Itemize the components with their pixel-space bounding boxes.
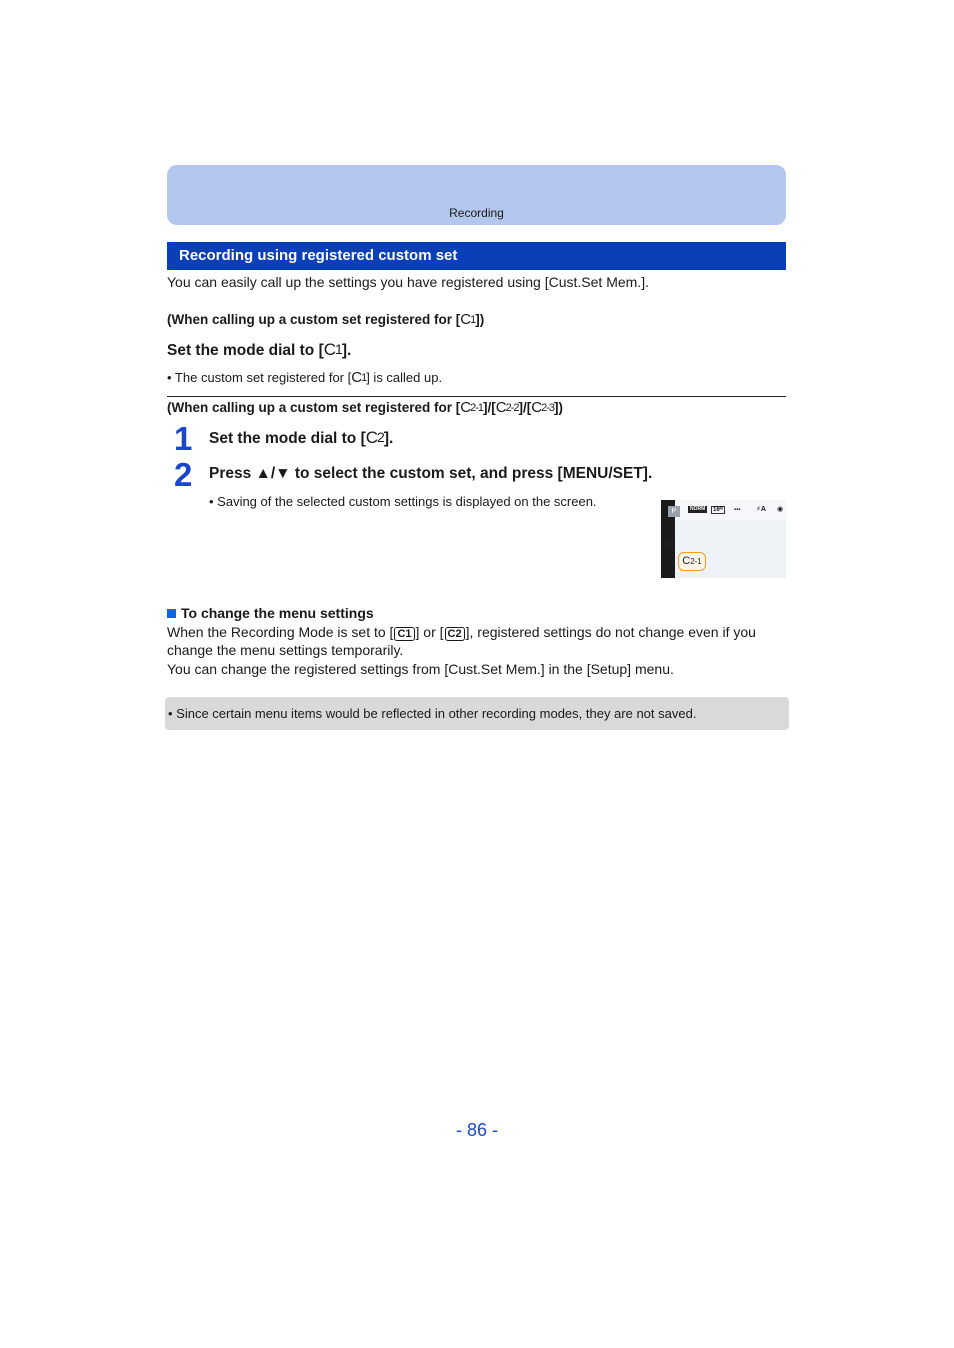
size-icon: 16ᴹ <box>713 507 723 513</box>
intro-text: You can easily call up the settings you have registered using [Cust.Set Mem.]. <box>167 274 649 290</box>
c2-1-indicator: C2-1 <box>678 552 706 571</box>
change-menu-line-2: change the menu settings temporarily. <box>167 642 404 658</box>
camera-screen-illustration <box>661 500 786 578</box>
c2-mode-icon: C2 <box>365 428 384 447</box>
c2-mode-icon: C2 <box>445 627 465 641</box>
step-2-note: • Saving of the selected custom settings is displayed on the screen. <box>209 494 597 509</box>
c1-note: • The custom set registered for [C1] is called up. <box>167 369 443 386</box>
c1-mode-icon: C1 <box>460 311 476 328</box>
page-number: - 86 - <box>455 1120 498 1140</box>
c2-3-mode-icon: C2-3 <box>531 399 555 416</box>
c1-instruction: Set the mode dial to [C1]. <box>167 340 352 359</box>
c1-mode-icon: C1 <box>323 340 342 359</box>
metering-icon: ▪▪▪ <box>734 507 741 513</box>
step-number-1: 1 <box>174 420 193 457</box>
note-box: • Since certain menu items would be reflected in other recording modes, they are not saved. <box>165 697 789 730</box>
c2-subheading: (When calling up a custom set registered for [C2-1]/[C2-2]/[C2-3]) <box>167 399 564 416</box>
change-menu-line-1: When the Recording Mode is set to [ C1 ] or [ C2 ], registered settings do not change even if you <box>167 624 756 640</box>
stabilizer-icon: ◉ <box>777 506 784 513</box>
section-divider <box>167 396 786 397</box>
step-1-text: Set the mode dial to [C2]. <box>209 428 394 447</box>
p-mode-icon: P <box>668 506 680 517</box>
chapter-label: Recording <box>449 206 504 220</box>
change-menu-line-3: You can change the registered settings from [Cust.Set Mem.] in the [Setup] menu. <box>167 661 674 677</box>
frame-icon: ⊠ <box>666 539 675 550</box>
step-2-text: Press ▲/▼ to select the custom set, and press [MENU/SET]. <box>209 465 653 482</box>
step-number-2: 2 <box>174 456 193 493</box>
c2-1-mode-icon: C2-1 <box>460 399 484 416</box>
change-menu-heading: To change the menu settings <box>167 605 374 621</box>
c1-subheading: (When calling up a custom set registered for [C1]) <box>167 311 485 328</box>
flash-icon: ⚡A <box>756 506 766 513</box>
square-bullet-icon <box>167 609 176 618</box>
c1-mode-icon: C1 <box>394 627 414 641</box>
quality-icon: NORM <box>690 506 706 512</box>
section-title: Recording using registered custom set <box>167 242 786 270</box>
c2-2-mode-icon: C2-2 <box>495 399 519 416</box>
c1-mode-icon: C1 <box>351 369 367 386</box>
